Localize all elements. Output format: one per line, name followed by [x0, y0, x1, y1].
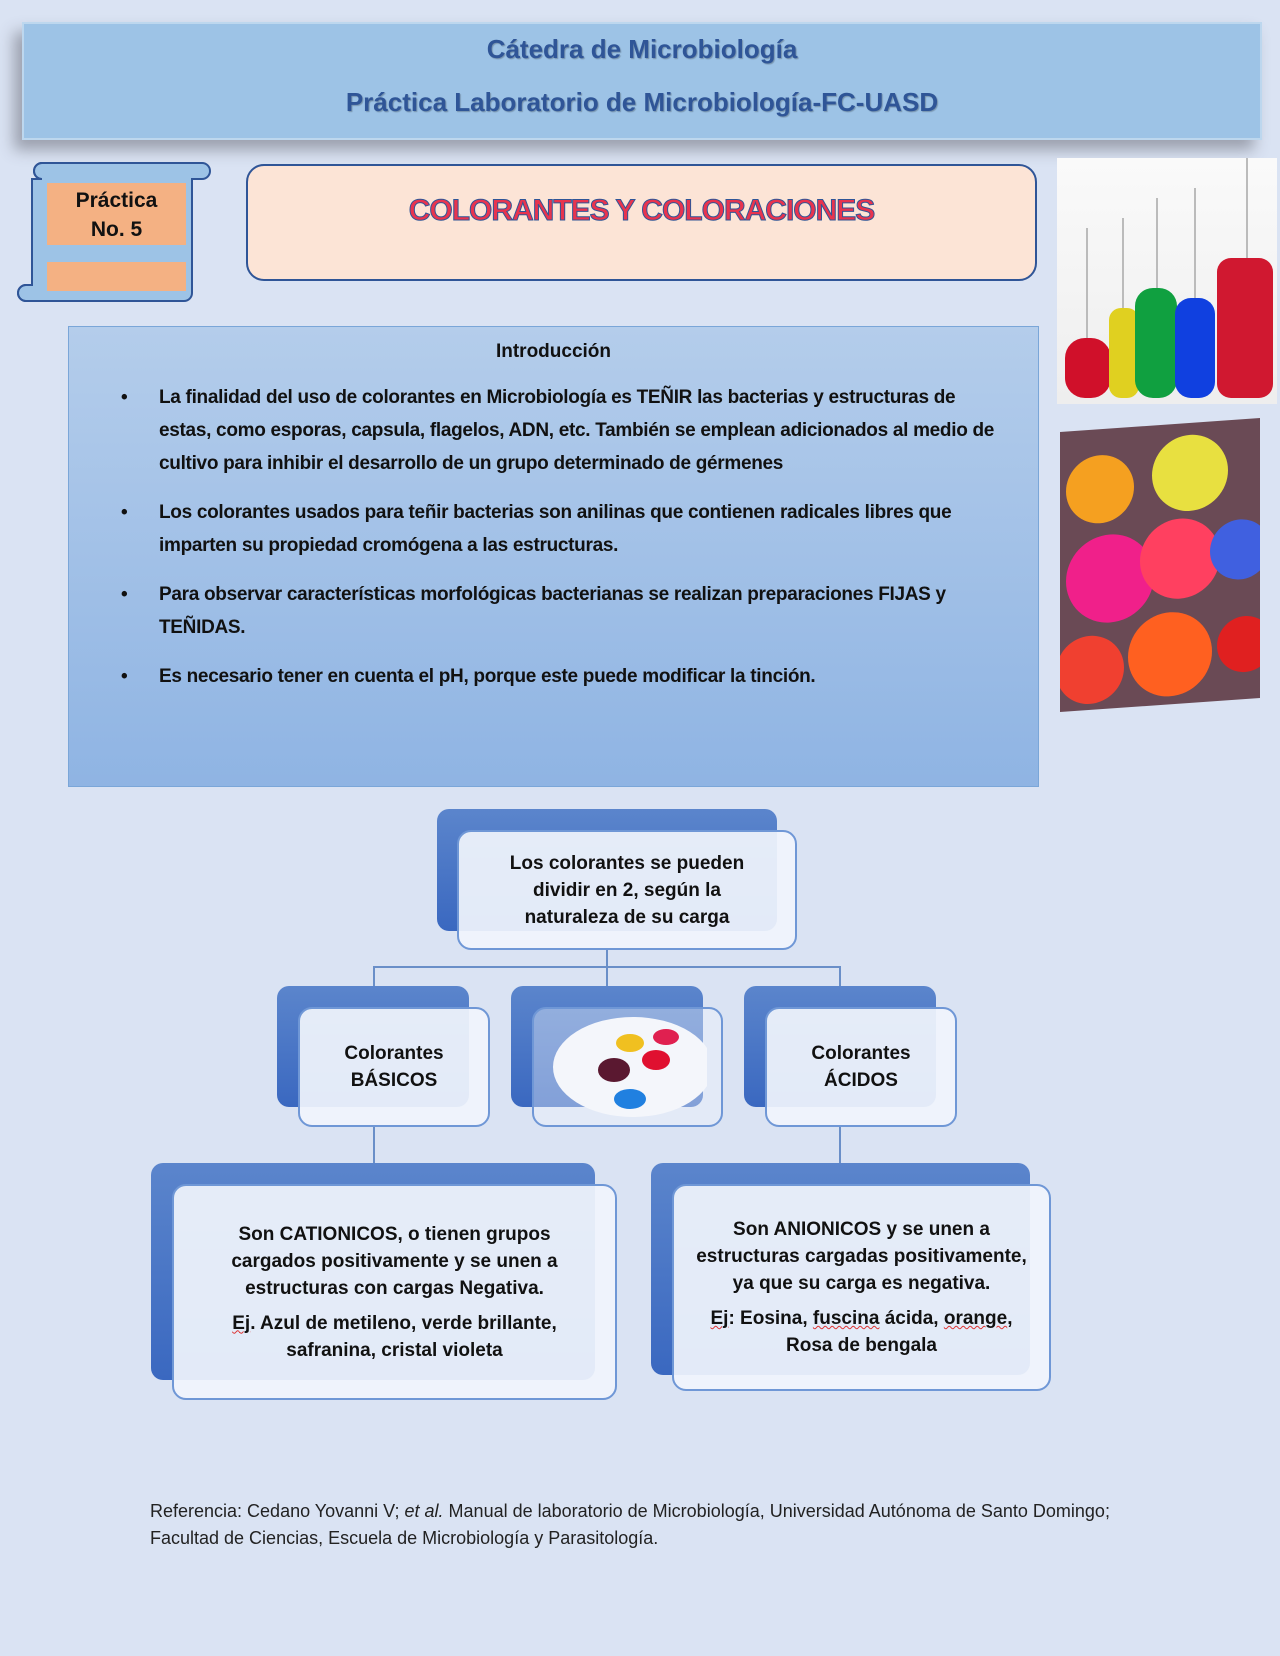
acid-examples-text: ácida, [879, 1308, 944, 1329]
practice-scroll-banner [14, 155, 220, 311]
example-prefix: Ej [232, 1312, 251, 1334]
color-pigments-image [1060, 418, 1260, 712]
root-node-text: Los colorantes se pueden dividir en 2, según la naturaleza de su carga [509, 852, 745, 928]
header-department: Cátedra de Microbiología [486, 34, 798, 64]
basic-dyes-description-node [172, 1184, 617, 1400]
header-course: Práctica Laboratorio de Microbiología-FC-UASD [345, 87, 939, 117]
basic-examples-text: . Azul de metileno, verde brillante, safranina, cristal violeta [250, 1312, 557, 1361]
basic-dyes-label: Colorantes BÁSICOS [344, 1043, 444, 1091]
acid-dyes-description-node [672, 1184, 1051, 1391]
connector-line [373, 1127, 375, 1165]
title-box [246, 164, 1037, 281]
introduction-title: Introducción [495, 341, 612, 362]
acid-dyes-label: Colorantes ÁCIDOS [811, 1043, 911, 1091]
basic-dyes-node [298, 1007, 490, 1127]
lab-flasks-image [1057, 158, 1277, 404]
reference-prefix: Referencia: Cedano Yovanni V; [150, 1501, 405, 1521]
introduction-panel [68, 326, 1039, 787]
list-item: • Es necesario tener en cuenta el pH, porque este puede modificar la tinción. [121, 660, 1008, 693]
practice-label [47, 183, 186, 245]
reference-etal: et al. [404, 1501, 444, 1521]
connector-line [839, 1127, 841, 1165]
practice-blank-field [47, 262, 186, 291]
acid-examples-text: , Rosa de bengala [786, 1308, 1013, 1356]
basic-dyes-description: Son CATIONICOS, o tienen grupos cargados positivamente y se unen a estructuras con cargas Negativa. [231, 1223, 558, 1299]
example-prefix: Ej [710, 1308, 729, 1329]
practice-label-line1: Práctica [75, 189, 158, 212]
acid-dyes-node [765, 1007, 957, 1127]
acid-dyes-description: Son ANIONICOS y se unen a estructuras cargadas positivamente, ya que su carga es negativa. [696, 1219, 1027, 1294]
diagram-root-node [457, 830, 797, 950]
list-item: • Para observar características morfológicas bacterianas se realizan preparaciones FIJAS y TEÑIDAS. [121, 578, 1008, 644]
acid-examples-text: orange [943, 1308, 1008, 1329]
connector-line [606, 966, 608, 988]
reference-rest: Manual de laboratorio de Microbiología, Universidad Autónoma de Santo Domingo; Facultad de Ciencias, Escuela de Microbiología y Parasitología. [150, 1501, 1110, 1548]
list-item: • Los colorantes usados para teñir bacterias son anilinas que contienen radicales libres que imparten su propiedad cromógena a las estructuras. [121, 496, 1008, 562]
acid-examples-text: fuscina [812, 1308, 880, 1329]
acid-dyes-examples [688, 1305, 1035, 1359]
introduction-list [121, 381, 1008, 693]
page-header [22, 22, 1262, 140]
acid-examples-text: : Eosina, [728, 1308, 813, 1329]
connector-line [839, 966, 841, 988]
dye-spoons-image-node [532, 1007, 723, 1127]
practice-number: No. 5 [90, 218, 143, 241]
list-item: • La finalidad del uso de colorantes en Microbiología es TEÑIR las bacterias y estructuras de estas, como esporas, capsula, flagelos, ADN, etc. También se emplean adicionados al medio de cultivo para inhibir el desarrollo de un grupo determinado de gérmenes [121, 381, 1008, 480]
page-title: COLORANTES Y COLORACIONES [408, 194, 875, 227]
dye-spoons-image [548, 1015, 707, 1119]
basic-dyes-examples [204, 1310, 585, 1364]
connector-line [373, 966, 375, 988]
reference-citation [150, 1498, 1150, 1552]
